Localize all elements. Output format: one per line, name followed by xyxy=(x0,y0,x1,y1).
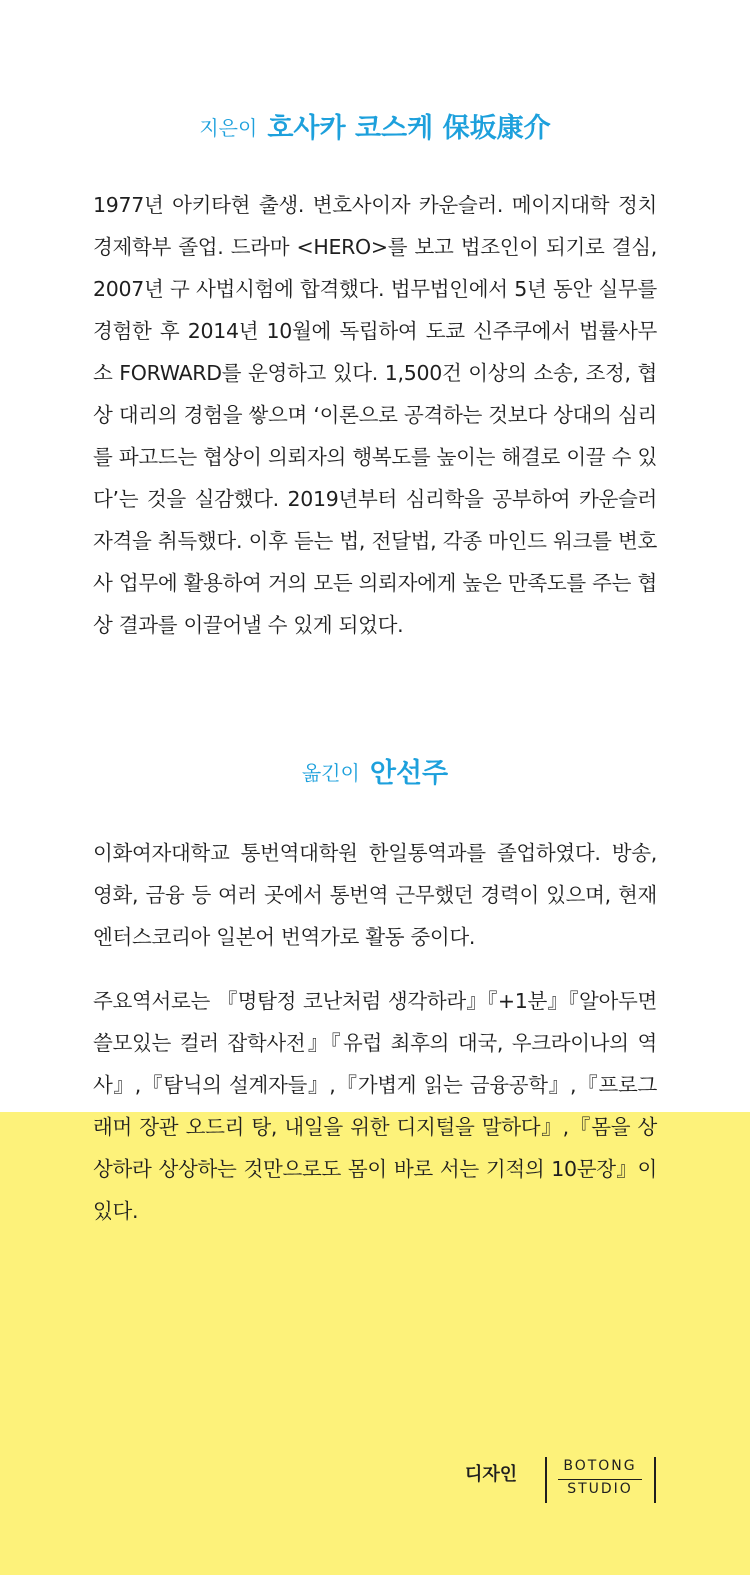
logo-divider xyxy=(558,1479,642,1480)
translator-works: 주요역서로는 『명탐정 코난처럼 생각하라』『+1분』『알아두면 쓸모있는 컬러 잡학사전』『유럽 최후의 대국, 우크라이나의 역사』,『탐닉의 설계자들』,『가볍게 읽는 금융공학』,『프로그래머 장관 오드리 탕, 내일을 위한 디지털을 말하다』,『몸을 상상하라 상상하는 것만으로도 몸이 바로 서는 기적의 10문장』이 있다. xyxy=(93,989,657,1223)
design-credit-label: 디자인 xyxy=(465,1464,518,1485)
translator-name: 안선주 xyxy=(369,758,449,789)
author-name: 호사카 코스케 保坂康介 xyxy=(267,113,551,144)
author-bio: 1977년 아키타현 출생. 변호사이자 카운슬러. 메이지대학 정치경제학부 졸업. 드라마 <HERO>를 보고 법조인이 되기로 결심, 2007년 구 사법시험에 합격했다. 법무법인에서 5년 동안 실무를 경험한 후 2014년 10월에 독립하여 도쿄 신주쿠에서 법률사무소 FORWARD를 운영하고 있다. 1,500건 이상의 소송, 조정, 협상 대리의 경험을 쌓으며 ‘이론으로 공격하는 것보다 상대의 심리를 파고드는 협상이 의뢰자의 행복도를 높이는 해결로 이끌 수 있다’는 것을 실감했다. 2019년부터 심리학을 공부하여 카운슬러 자격을 취득했다. 이후 듣는 법, 전달법, 각종 마인드 워크를 변호사 업무에 활용하여 거의 모든 의뢰자에게 높은 만족도를 주는 협상 결과를 이끌어낼 수 있게 되었다. xyxy=(93,193,657,637)
botong-studio-logo xyxy=(545,1457,656,1503)
translator-heading xyxy=(93,751,657,790)
author-heading xyxy=(93,106,657,145)
logo-text-top: BOTONG xyxy=(563,1458,637,1474)
translator-role: 옮긴이 xyxy=(301,761,360,785)
author-role: 지은이 xyxy=(199,116,258,140)
translator-bio: 이화여자대학교 통번역대학원 한일통역과를 졸업하였다. 방송, 영화, 금융 등 여러 곳에서 통번역 근무했던 경력이 있으며, 현재 엔터스코리아 일본어 번역가로 활동 중이다. xyxy=(93,841,657,949)
logo-text-bottom: STUDIO xyxy=(567,1481,633,1497)
